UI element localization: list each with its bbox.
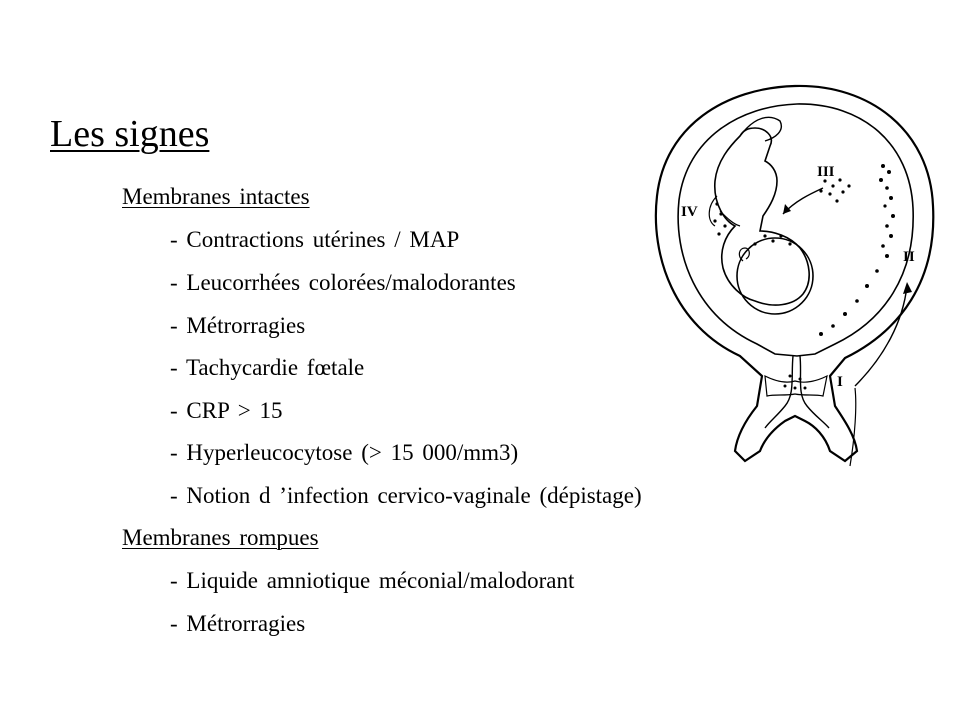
list-item: - Métrorragies xyxy=(170,313,306,338)
label-ii: II xyxy=(903,249,915,265)
list-item: - Notion d ’infection cervico-vaginale (dépistage) xyxy=(170,483,642,508)
section-heading-membranes-intactes: Membranes intactes xyxy=(122,184,310,209)
section-heading-membranes-rompues: Membranes rompues xyxy=(122,525,319,550)
label-iv: IV xyxy=(681,204,698,220)
uterus-infection-illustration xyxy=(645,76,945,476)
slide-title: Les signes xyxy=(50,113,210,155)
list-item: - CRP > 15 xyxy=(170,398,283,423)
uterus-inner-wall xyxy=(678,104,913,356)
arrowhead-iii xyxy=(783,204,791,214)
fetus-body xyxy=(715,128,809,305)
list-item: - Hyperleucocytose (> 15 000/mm3) xyxy=(170,440,519,465)
list-item: - Liquide amniotique méconial/malodorant xyxy=(170,568,575,593)
list-item: - Contractions utérines / MAP xyxy=(170,227,460,252)
list-item: - Métrorragies xyxy=(170,611,306,636)
label-iii: III xyxy=(817,164,835,180)
cervix-shape xyxy=(765,376,827,396)
label-i: I xyxy=(837,374,843,390)
arrowhead-ii xyxy=(903,282,912,294)
list-item: - Leucorrhées colorées/malodorantes xyxy=(170,270,516,295)
list-item: - Tachycardie fœtale xyxy=(170,355,365,380)
uterus-outer-wall xyxy=(656,86,933,461)
